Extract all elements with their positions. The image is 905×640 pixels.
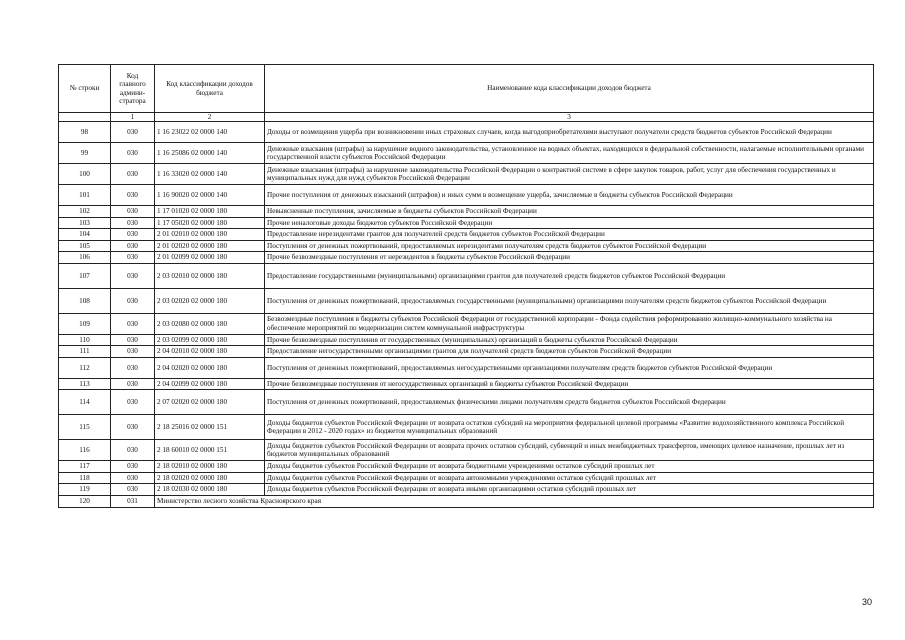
row-number-cell: 107 <box>59 263 111 288</box>
code-name-cell: Прочие неналоговые доходы бюджетов субъектов Российской Федерации <box>265 217 874 228</box>
classification-code-cell: 2 03 02020 02 0000 180 <box>155 288 265 313</box>
row-number-cell: 98 <box>59 122 111 143</box>
row-number-cell: 116 <box>59 440 111 461</box>
code-name-cell: Поступления от денежных пожертвований, предоставляемых негосударственными организациями получателям средств бюджетов субъектов Российской Федерации <box>265 357 874 378</box>
classification-code-cell: 2 04 02099 02 0000 180 <box>155 378 265 389</box>
table-row <box>59 164 874 185</box>
section-row <box>59 495 874 507</box>
table-row <box>59 357 874 378</box>
admin-code-cell: 030 <box>111 206 155 217</box>
admin-code-cell: 030 <box>111 240 155 251</box>
header-code-name: Наименование кода классификации доходов бюджета <box>265 65 874 113</box>
row-number-cell: 120 <box>59 495 111 507</box>
revenue-codes-table <box>58 64 874 508</box>
admin-code-cell: 030 <box>111 229 155 240</box>
column-index: 3 <box>265 113 874 122</box>
code-name-cell: Прочие безвозмездные поступления от нерезидентов в бюджеты субъектов Российской Федерации <box>265 252 874 263</box>
code-name-cell: Доходы бюджетов субъектов Российской Федерации от возврата прочих остатков субсидий, субвенций и иных межбюджетных трансфертов, имеющих целевое назначение, прошлых лет из бюджетов муниципальных образований <box>265 440 874 461</box>
table-row <box>59 263 874 288</box>
classification-code-cell: 2 18 02020 02 0000 180 <box>155 472 265 483</box>
classification-code-cell: 2 01 02010 02 0000 180 <box>155 229 265 240</box>
row-number-cell: 112 <box>59 357 111 378</box>
classification-code-cell: 1 16 23022 02 0000 140 <box>155 122 265 143</box>
row-number-cell: 114 <box>59 390 111 415</box>
admin-code-cell: 030 <box>111 143 155 164</box>
code-name-cell: Прочие безвозмездные поступления от государственных (муниципальных) организаций в бюджеты субъектов Российской Федерации <box>265 334 874 345</box>
row-number-cell: 99 <box>59 143 111 164</box>
classification-code-cell: 2 03 02010 02 0000 180 <box>155 263 265 288</box>
header-classification-code: Код классификации доходов бюджета <box>155 65 265 113</box>
admin-code-cell: 030 <box>111 346 155 357</box>
classification-code-cell: 2 03 02099 02 0000 180 <box>155 334 265 345</box>
row-number-cell: 105 <box>59 240 111 251</box>
table-row <box>59 472 874 483</box>
admin-code-cell: 030 <box>111 313 155 334</box>
classification-code-cell: 1 16 90020 02 0000 140 <box>155 185 265 206</box>
classification-code-cell: 2 01 02020 02 0000 180 <box>155 240 265 251</box>
table-row <box>59 415 874 440</box>
row-number-cell: 113 <box>59 378 111 389</box>
admin-code-cell: 030 <box>111 472 155 483</box>
code-name-cell: Доходы бюджетов субъектов Российской Федерации от возврата иными организациями остатков субсидий прошлых лет <box>265 484 874 495</box>
admin-code-cell: 030 <box>111 217 155 228</box>
table-row <box>59 240 874 251</box>
row-number-cell: 115 <box>59 415 111 440</box>
admin-code-cell: 030 <box>111 334 155 345</box>
admin-code-cell: 030 <box>111 252 155 263</box>
admin-code-cell: 030 <box>111 415 155 440</box>
table-row <box>59 390 874 415</box>
admin-code-cell: 030 <box>111 122 155 143</box>
code-name-cell: Денежные взыскания (штрафы) за нарушение водного законодательства, установленное на водных объектах, находящихся в федеральной собственности, налагаемые исполнительными органами государственной власти субъектов Российской Федерации <box>265 143 874 164</box>
row-number-cell: 119 <box>59 484 111 495</box>
table-row <box>59 484 874 495</box>
row-number-cell: 117 <box>59 461 111 472</box>
row-number-cell: 101 <box>59 185 111 206</box>
admin-code-cell: 030 <box>111 378 155 389</box>
classification-code-cell: 1 17 01020 02 0000 180 <box>155 206 265 217</box>
code-name-cell: Поступления от денежных пожертвований, предоставляемых физическими лицами получателям средств бюджетов субъектов Российской Федерации <box>265 390 874 415</box>
admin-code-cell: 030 <box>111 390 155 415</box>
code-name-cell: Доходы бюджетов субъектов Российской Федерации от возврата бюджетными учреждениями остатков субсидий прошлых лет <box>265 461 874 472</box>
table-row <box>59 378 874 389</box>
header-row-number: № строки <box>59 65 111 113</box>
classification-code-cell: 1 16 33020 02 0000 140 <box>155 164 265 185</box>
code-name-cell: Доходы бюджетов субъектов Российской Федерации от возврата автономными учреждениями остатков субсидий прошлых лет <box>265 472 874 483</box>
classification-code-cell: 1 16 25086 02 0000 140 <box>155 143 265 164</box>
column-index <box>59 113 111 122</box>
admin-code-cell: 030 <box>111 288 155 313</box>
classification-code-cell: 2 18 60010 02 0000 151 <box>155 440 265 461</box>
classification-code-cell: 2 18 25016 02 0000 151 <box>155 415 265 440</box>
row-number-cell: 102 <box>59 206 111 217</box>
table-row <box>59 334 874 345</box>
code-name-cell: Поступления от денежных пожертвований, предоставляемых государственными (муниципальными) организациями получателям средств бюджетов субъектов Российской Федерации <box>265 288 874 313</box>
table-row <box>59 461 874 472</box>
admin-code-cell: 030 <box>111 484 155 495</box>
row-number-cell: 111 <box>59 346 111 357</box>
code-name-cell: Доходы от возмещения ущерба при возникновении иных страховых случаев, когда выгодоприобретателями выступают получатели средств бюджетов субъектов Российской Федерации <box>265 122 874 143</box>
admin-code-cell: 030 <box>111 440 155 461</box>
admin-code-cell: 031 <box>111 495 155 507</box>
table-row <box>59 206 874 217</box>
column-index: 2 <box>155 113 265 122</box>
row-number-cell: 104 <box>59 229 111 240</box>
admin-code-cell: 030 <box>111 185 155 206</box>
code-name-cell: Доходы бюджетов субъектов Российской Федерации от возврата остатков субсидий на мероприятия федеральной целевой программы «Развитие водохозяйственного комплекса Российской Федерации в 2012 - 2020 годах» из бюджетов муниципальных образований <box>265 415 874 440</box>
table-row <box>59 122 874 143</box>
classification-code-cell: 2 18 02030 02 0000 180 <box>155 484 265 495</box>
code-name-cell: Поступления от денежных пожертвований, предоставляемых нерезидентами получателям средств бюджетов субъектов Российской Федерации <box>265 240 874 251</box>
table-row <box>59 143 874 164</box>
table-row <box>59 313 874 334</box>
row-number-cell: 109 <box>59 313 111 334</box>
row-number-cell: 118 <box>59 472 111 483</box>
code-name-cell: Денежные взыскания (штрафы) за нарушение законодательства Российской Федерации о контрактной системе в сфере закупок товаров, работ, услуг для обеспечения государственных и муниципальных нужд для нужд субъектов Российской Федерации <box>265 164 874 185</box>
code-name-cell: Предоставление негосударственными организациями грантов для получателей средств бюджетов субъектов Российской Федерации <box>265 346 874 357</box>
table-row <box>59 217 874 228</box>
code-name-cell: Предоставление нерезидентами грантов для получателей средств бюджетов субъектов Российской Федерации <box>265 229 874 240</box>
row-number-cell: 110 <box>59 334 111 345</box>
table-row <box>59 440 874 461</box>
column-index-row <box>59 113 874 122</box>
table-row <box>59 185 874 206</box>
row-number-cell: 106 <box>59 252 111 263</box>
row-number-cell: 103 <box>59 217 111 228</box>
classification-code-cell: 2 04 02020 02 0000 180 <box>155 357 265 378</box>
table-row <box>59 346 874 357</box>
ministry-name-cell: Министерство лесного хозяйства Красноярского края <box>155 495 874 507</box>
row-number-cell: 108 <box>59 288 111 313</box>
table-row <box>59 252 874 263</box>
table-row <box>59 229 874 240</box>
table-body <box>59 122 874 507</box>
classification-code-cell: 2 03 02080 02 0000 180 <box>155 313 265 334</box>
code-name-cell: Невыясненные поступления, зачисляемые в бюджеты субъектов Российской Федерации <box>265 206 874 217</box>
admin-code-cell: 030 <box>111 263 155 288</box>
classification-code-cell: 2 04 02010 02 0000 180 <box>155 346 265 357</box>
classification-code-cell: 2 18 02010 02 0000 180 <box>155 461 265 472</box>
table-header-row <box>59 65 874 113</box>
admin-code-cell: 030 <box>111 164 155 185</box>
table-row <box>59 288 874 313</box>
code-name-cell: Безвозмездные поступления в бюджеты субъектов Российской Федерации от государственной корпорации - Фонда содействия реформированию жилищно-коммунального хозяйства на обеспечение мероприятий по модернизации систем коммунальной инфраструктуры <box>265 313 874 334</box>
classification-code-cell: 2 07 02020 02 0000 180 <box>155 390 265 415</box>
admin-code-cell: 030 <box>111 461 155 472</box>
classification-code-cell: 1 17 05020 02 0000 180 <box>155 217 265 228</box>
code-name-cell: Прочие поступления от денежных взысканий (штрафов) и иных сумм в возмещение ущерба, зачисляемые в бюджеты субъектов Российской Федерации <box>265 185 874 206</box>
row-number-cell: 100 <box>59 164 111 185</box>
code-name-cell: Прочие безвозмездные поступления от негосударственных организаций в бюджеты субъектов Российской Федерации <box>265 378 874 389</box>
header-admin-code: Код главного админи-стратора <box>111 65 155 113</box>
classification-code-cell: 2 01 02099 02 0000 180 <box>155 252 265 263</box>
admin-code-cell: 030 <box>111 357 155 378</box>
page-number: 30 <box>862 597 873 607</box>
column-index: 1 <box>111 113 155 122</box>
code-name-cell: Предоставление государственными (муниципальными) организациями грантов для получателей средств бюджетов субъектов Российской Федерации <box>265 263 874 288</box>
